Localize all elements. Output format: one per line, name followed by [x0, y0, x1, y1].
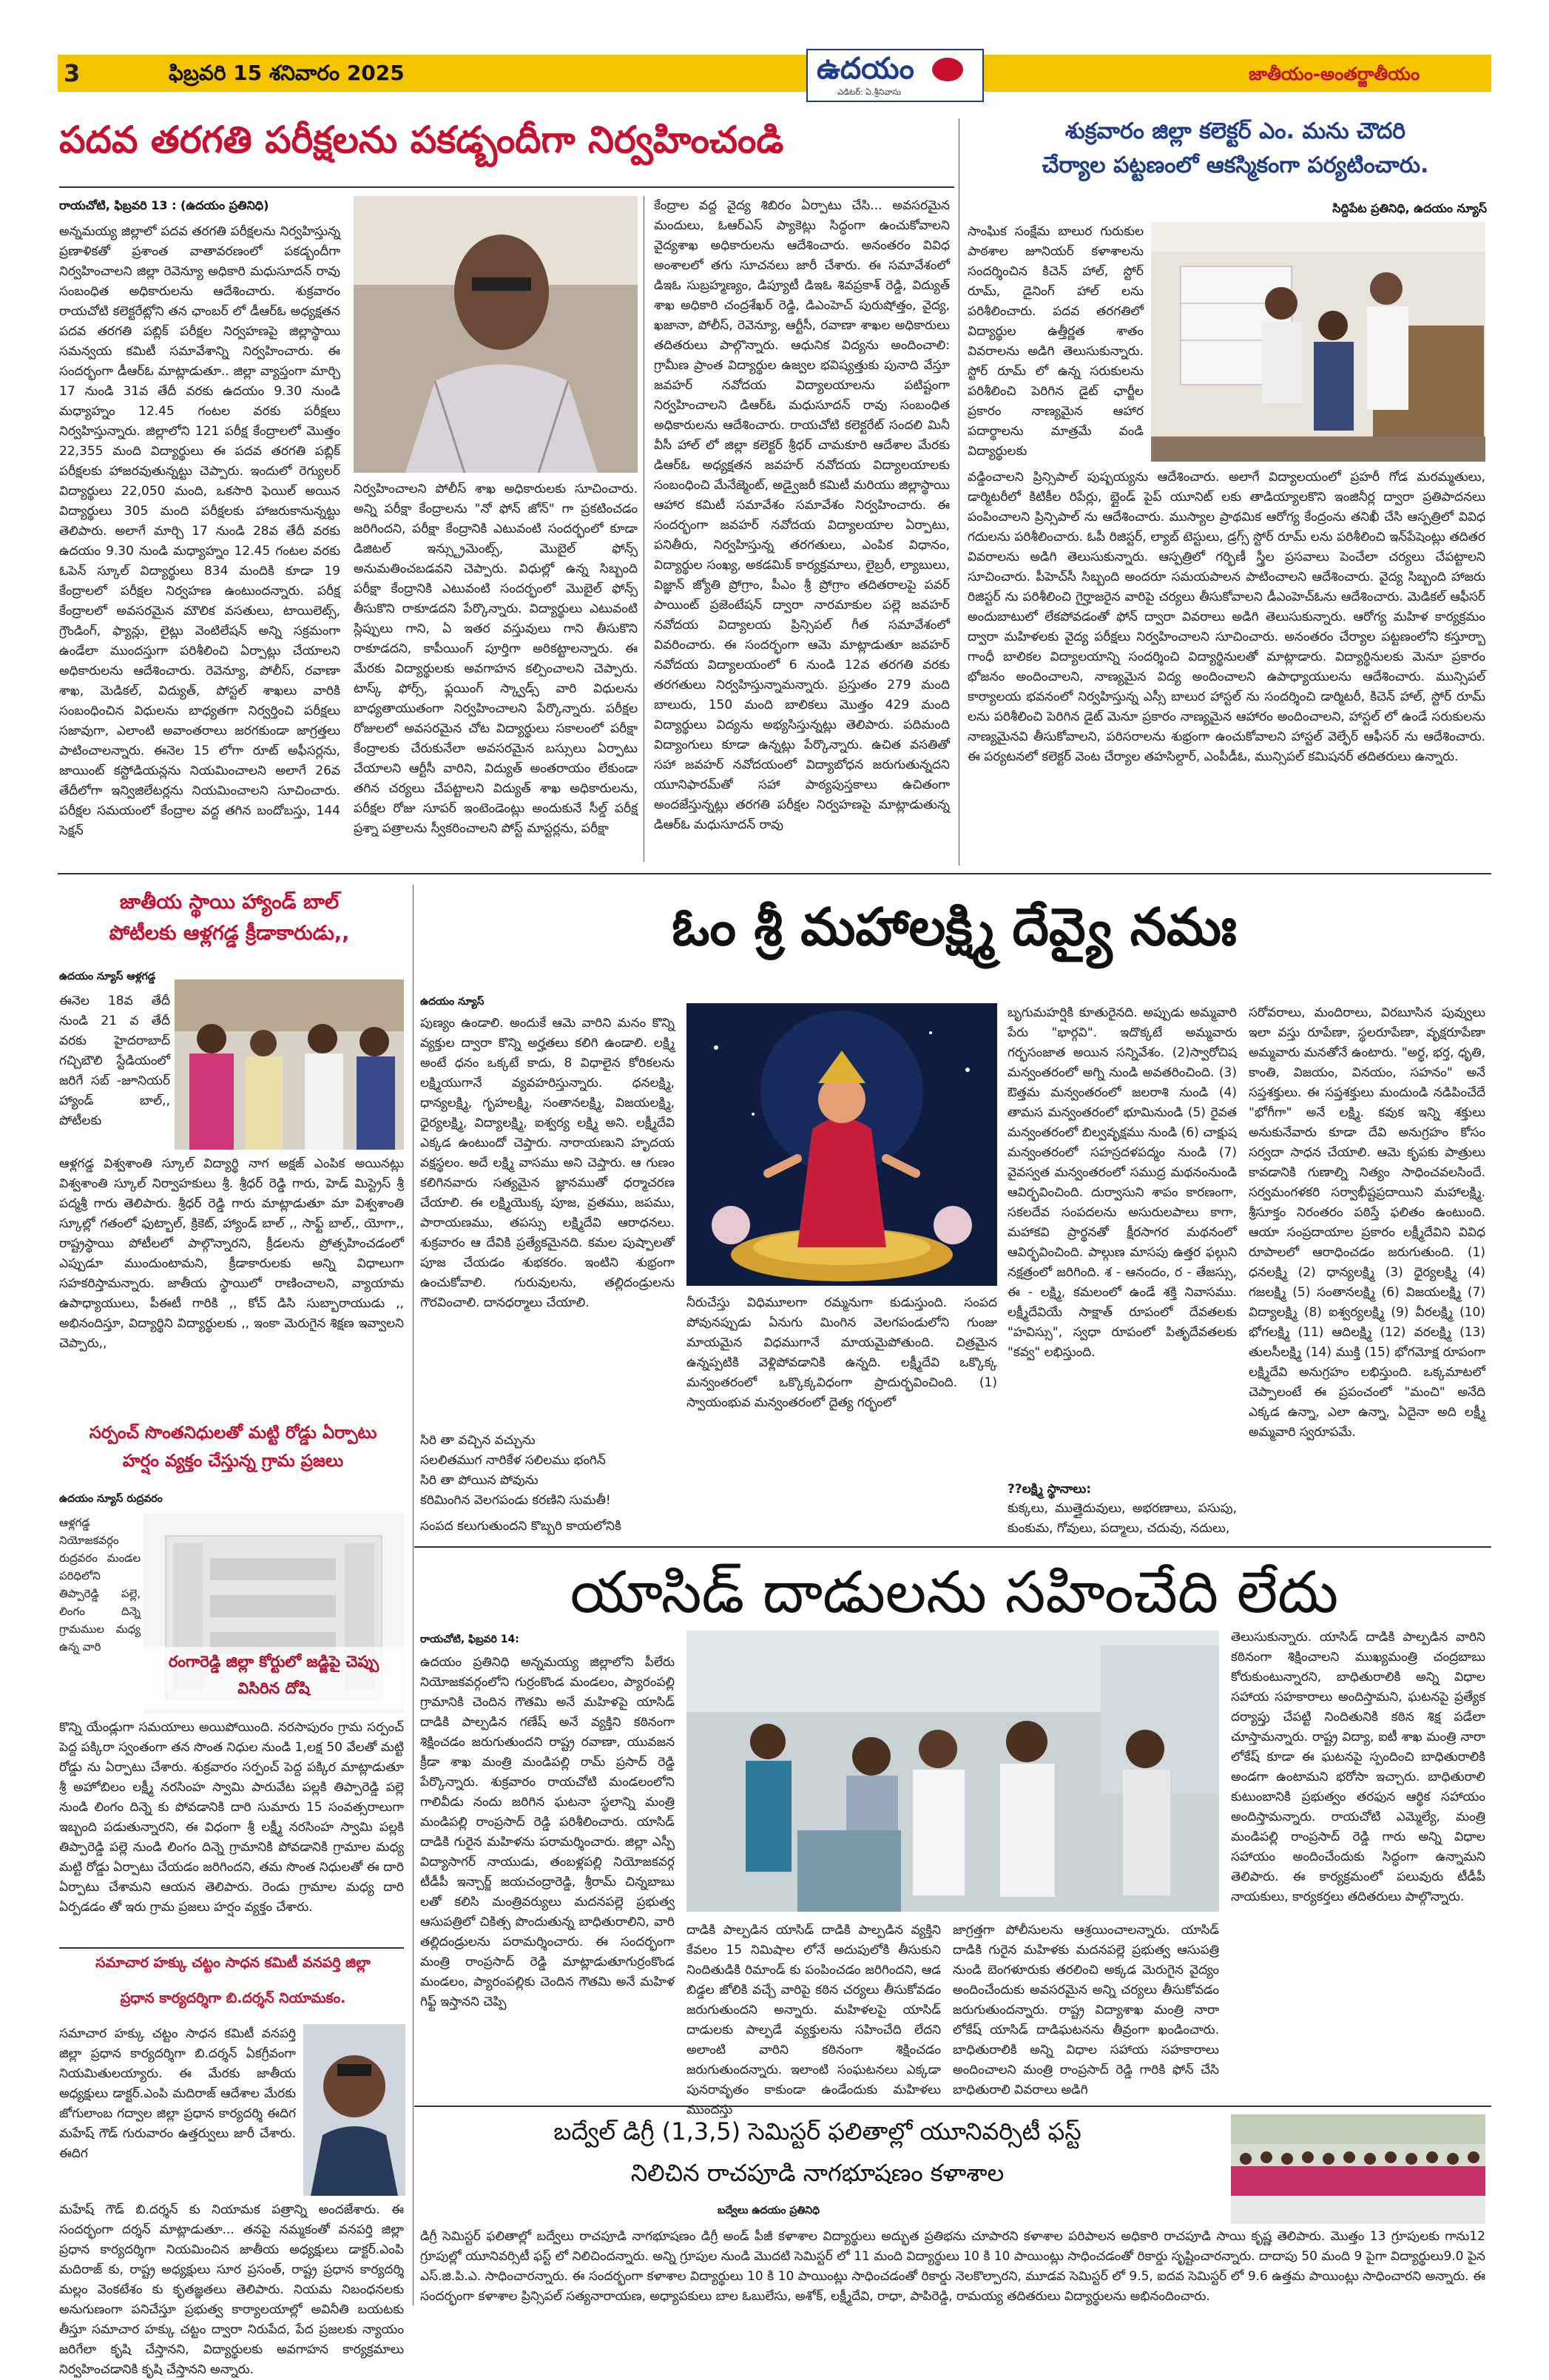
minister-visit-photo-icon [686, 1631, 1219, 1912]
article5-body: మహేష్ గౌడ్ బి.దర్శన్ కు నియామక పత్రాన్ని అందజేశారు. ఈ సందర్భంగా దర్శన్ మాట్లాడుతూ... తనపై నమ్మకంతో వనపర్తి జిల్లా ప్రధాన కార్యదర్శిగా నియమించిన జాతీయ అధ్యక్షులు డాక్టర్.ఎంపి మదిరాజ్ కు, రాష్ట్ర అధ్యక్షులు సూర ప్రసంత్, రాష్ట్ర ప్రధాన కార్యదర్శి మల్లం వెంకటేశం కు కృతజ్ఞతలు తెలిపారు. నియమ నిబంధనలకు అనుగుణంగా పనిచేస్తూ ప్రభుత్వ కార్యాలయాల్లో అవినీతి బయటకు తీస్తూ సమాచార హక్కు చట్టం ద్వారా నిరుపేద, పేద ప్రజలకు న్యాయం జరిగేలా కృషి చేస్తానని, విద్యార్థులకు అవగాహన కార్యక్రమాలు నిర్వహించడానికి కృషి చేస్తానని అన్నారు. [59, 2202, 404, 2377]
article7-col3: జాగ్రత్తగా పోలీసులను ఆశ్రయించాలన్నారు. యాసిడ్ దాడికి గురైన మహిళకు మదనపల్లె ప్రభుత్వ ఆసుపత్రి నుండి బెంగళూరుకు తరలించి అక్కడ మెరుగైన వైద్యం అందించేందుకు అవసరమైన అన్ని చర్యలు తీసుకోవడం జరుగుతుందన్నారు. రాష్ట్ర విద్యాశాఖ మంత్రి నారా లోకేష్ యాసిడ్ దాడిఘటనను తీవ్రంగా ఖండించారు. బాధితురాలికి అన్ని విధాల సహాయ సహకారాలు అందించాలని మంత్రి రాంప్రసాద్ రెడ్డి గారికి ఫోన్ చేసి బాధితురాలి వివరాలు అడిగి [953, 1923, 1219, 2097]
officer-photo-icon [354, 196, 638, 473]
portrait-photo-icon [303, 2024, 405, 2196]
article3-body: ఆళ్లగడ్డ విశ్వశాంతి స్కూల్ విద్యార్థి నాగ అక్షజ్ ఎంపిక అయినట్లు విశ్వశాంతి స్కూల్ నిర్వాహకులు శ్రీ. శ్రీధర్ రెడ్డి గారు, హెడ్ మిస్ట్రెస్ శ్రీ పద్మశ్రీ గారు తెలిపారు. శ్రీధర్ రెడ్డి గారు మాట్లాడుతూ మా విశ్వశాంతి స్కూల్లో గతంలో ఫుట్బాల్, క్రికెట్, హ్యాండ్ బాల్ ,, సాఫ్ట్ బాల్,, యోగా,, రాష్ట్రస్థాయి పోటీలలో పాల్గొన్నారని, క్రీడలను ప్రోత్సహించడంలో ఎప్పుడూ ముందుంటామని, క్రీడాకారులకు అన్ని విధాలుగా సహకరిస్తామన్నారు. జాతీయ స్థాయిలో రాణించాలని, వ్యాయామ ఉపాధ్యాయులు, పీఈటీ గారికి ,, కోచ్ డిసి సుబ్బారాయుడు ,, అభినందిస్తూ, విద్యార్థిని విద్యార్థులకు ,, ఇంకా మెరుగైన శిక్షణ ఇవ్వాలని చెప్పారు,, [59, 1156, 404, 1351]
article2-headline-line1: శుక్రవారం జిల్లా కలెక్టర్ ఎం. మను చౌదరి [1064, 118, 1406, 144]
article1-headline: పదవ తరగతి పరీక్షలను పకడ్బందీగా నిర్వహించండి [59, 118, 784, 161]
article7-col2: దాడికి పాల్పడిన యాసిడ్ దాడికి పాల్పడిన వ్యక్తిని కేవలం 15 నిమిషాల లోనే అదుపులోకి తీసుకుని నిందితుడికి రిమాండ్ కు పంపించడం జరిగిందని, ఆడ బిడ్డల జోలికి వచ్చే వారిపై కఠిన చర్యలు తీసుకోవడం జరుగుతుందని అన్నారు. మహిళలపై యాసిడ్ దాడులకు పాల్పడే వ్యక్తులను సహించేది లేదని అలాంటి వారిని కఠినంగా శిక్షించడం జరుగుతుందన్నారు. ఇలాంటి సంఘటనలు ఎక్కడా పునరావృతం కాకుండా ఉండేందుకు మహిళలు ముందస్తు [686, 1923, 941, 2117]
article6-col3-subheading: ??లక్ష్మి స్థానాలు: [1008, 1482, 1092, 1497]
article2-headline-line2: చేర్యాల పట్టణంలో ఆకస్మికంగా పర్యటించారు. [1042, 152, 1429, 178]
article4-body: కొన్ని యేండ్లుగా సమయాలు అయిపోయింది. నరసాపురం గ్రామ సర్పంచ్ పెద్ద పక్కిరా స్వంతంగా తన సొంత నిధుల నుండి 1,లక్ష 50 వేలతో మట్టి రోడ్డు ను ఏర్పాటు చేశారు. శుక్రవారం సర్పంచ్ పెద్ద పక్కిర మాట్లాడుతూ శ్రీ అహోబిలం లక్ష్మీ నరసింహ స్వామి పారువేట పల్లకి తిప్పారెడ్డి పల్లె నుండి లింగం దిన్నె కు పోవడానికి దారి సుమారు 15 సంవత్సరాలుగా ఇబ్బంది పడుతున్నారని, ఈ విధంగా శ్రీ లక్ష్మీ నరసింహ స్వామి పల్లకి తిప్పారెడ్డి పల్లె నుండి లింగం దిన్నె గ్రామానికి పోవడానికి గ్రామాల మధ్య మట్టి రోడ్డు ఏర్పాటు చేయడం జరిగిందని, తమ సొంత నిధులతో ఈ దారి ఏర్పాటు చేశామని ఆయన తెలిపారు. రెండు గ్రామాల మధ్య దారి ఏర్పడడం తో ఇరు గ్రామ ప్రజలు హర్షం వ్యక్తం చేశారు. [59, 1720, 404, 1915]
article4-photo [144, 1514, 404, 1713]
article1-col2: నిర్వహించాలని పోలీస్ శాఖ అధికారులకు సూచించారు. అన్ని పరీక్షా కేంద్రాలను "నో ఫోన్ జోన్" గా ప్రకటించడం జరిగిందని, పరీక్షా కేంద్రానికి ఎటువంటి సందర్భంలో కూడా డిజిటల్ ఇన్స్ట్రుమెంట్స్, మొబైల్ ఫోన్స్ అనుమతించబడవని చెప్పారు. విధుల్లో ఉన్న సిబ్బంది పరీక్షా కేంద్రానికి ఎటువంటి సందర్భంలో మొబైల్ ఫోన్స్ తీసుకొని రాకూడదని పేర్కొన్నారు. విద్యార్థులు ఎటువంటి స్లిప్పులు గాని, ఏ ఇతర వస్తువులు గాని తీసుకొని రాకూడదని, కాపీయింగ్ పూర్తిగా అరికట్టాలన్నారు. ఈ మేరకు విద్యార్థులకు అవగాహన కల్పించాలని చెప్పారు. టాస్క్ ఫోర్స్, ఫ్లయింగ్ స్క్వాడ్స్ వారి విధులను బాధ్యతాయుతంగా నిర్వహించాలని పేర్కొన్నారు. పరీక్షల రోజులలో అవసరమైన చోట విద్యార్థులు సకాలంలో పరీక్షా కేంద్రాలకు చేరుకునేలా అవసరమైన బస్సులు ఏర్పాటు చేయాలని ఆర్టీసీ వారిని, విద్యుత్ అంతరాయం లేకుండా తగిన చర్యలు చేపట్టాలని విద్యుత్ శాఖ అధికారులను, పరీక్షల రోజు సూపర్ ఇంటెండెంట్లు అందుకునే సీల్డ్ పరీక్ష ప్రశ్నా పత్రాలను స్వీకరించాలని పోస్ట్ మాస్టర్లను, పరీక్షా [354, 482, 638, 836]
article6-photo [686, 1003, 997, 1286]
article2-photo [1151, 222, 1485, 462]
article2-body: వడ్డించాలని ప్రిన్సిపాల్ పుష్పయ్యను ఆదేశించారు. అలాగే విద్యాలయంలో ప్రహరీ గోడ మరమ్మతులు, డార్మిటరీలో కిటికీల రిపేర్లు, బ్లైండ్ పైప్ యూనిట్ లకు తాడియ్యాలకొని ఇంజినీర్ల ద్వారా ప్రతిపాదనలు పంపించాలని ప్రిన్సిపాల్ ను ఆదేశించారు. ముస్యాల ప్రాథమిక ఆరోగ్య కేంద్రంను తనిఖీ చేసి ఆస్పత్రిలో వివిధ గదులను పరిశీలించారు. ఓపీ రిజిస్టర్, ల్యాబ్ టెస్టులు, డ్రగ్స్ స్టోర్ రూమ్ లను పరిశీలించి ఇన్‌పేషెంట్లు తదితర వివరాలను అడిగి తెలుసుకున్నారు. ఆస్పత్రిలో గర్భిణీ స్త్రీల ప్రసవాలు పెంచేలా చర్యలు చేపట్టాలని సూచించారు. పీహెచ్‌సీ సిబ్బంది అందరూ సమయపాలన పాటించాలని ఆదేశించారు. వైద్య సిబ్బంది హాజరు రిజిస్టర్ ను పరిశీలించి గైర్హాజరైన వారిపై చర్యలు తీసుకోవాలని డీఎంహెచ్‌ఓను ఆదేశించారు. మెడికల్ ఆఫీసర్ అందుబాటులో లేకపోవడంతో ఫోన్ ద్వారా వివరాలు అడిగి తెలుసుకున్నారు. ఆరోగ్య మహిళ కార్యక్రమం ద్వారా మహిళలకు వైద్య పరీక్షలు నిర్వహించాలని సూచించారు. అనంతరం చేర్యాల పట్టణంలోని కస్తూర్బా గాంధీ బాలికల విద్యాలయాన్ని సందర్శించి విద్యార్థినులతో మాట్లాడారు. విద్యార్థినులకు మెనూ ప్రకారం భోజనం అందించాలని, నాణ్యమైన విద్య అందించాలని ఉపాధ్యాయులను ఆదేశించారు. మున్సిపల్ కార్యాలయ భవనంలో నిర్వహిస్తున్న ఎస్సీ బాలుర హాస్టల్ ను సందర్శించి డార్మిటరీ, కిచెన్ హాల్, స్టోర్ రూమ్ లను పరిశీలించి పెరిగిన డైట్ మెనూ ప్రకారం నాణ్యమైన ఆహారం అందించాలని, హాస్టల్ లో ఉండే సరుకులను నాణ్యమైనవి తీసుకోవాలని, పరిసరాలను శుభ్రంగా ఉంచుకోవాలని హాస్టల్ వెల్ఫేర్ ఆఫీసర్ ను ఆదేశించారు. ఈ పర్యటనలో కలెక్టర్ వెంట చేర్యాల తహసిల్దార్, ఎంపీడీఓ, మున్సిపల్ కమిషనర్ తదితరులు ఉన్నారు. [968, 470, 1485, 764]
photo-caption-line1: రంగారెడ్డి జిల్లా కోర్టులో జడ్జిపై చెప్పు [168, 1653, 379, 1671]
article7-headline: యాసిడ్ దాడులను సహించేది లేదు [570, 1560, 1339, 1626]
page-number: 3 [64, 59, 81, 87]
photo-caption-line2: విసిరిన దోషి [237, 1679, 310, 1697]
article6-col3-end: కుక్కలు, ముత్తైదువులు, అభరణాలు, పసుపు, కుంకుమ, గోవులు, పద్మాలు, చదువు, నదులు, [1008, 1501, 1237, 1536]
article3-byline: ఉదయం న్యూస్ ఆళ్లగడ్డ [59, 971, 156, 982]
article7-col4: తెలుసుకున్నారు. యాసిడ్ దాడికి పాల్పడిన వారిని కఠినంగా శిక్షించాలని ముఖ్యమంత్రి చంద్రబాబు కోరుకుంటున్నారని, బాధితురాలికి అన్ని విధాల సహాయ సహకారాలు అందిస్తామని, ఘటనపై ప్రత్యేక దర్యాప్తు చేపట్టి నిందితునికి కఠిన శిక్ష పడేలా చూస్తామన్నారు. రాష్ట్ర విద్యా, ఐటీ శాఖ మంత్రి నారా లోకేష్ కూడా ఈ ఘటనపై స్పందించి బాధితురాలికి అండగా ఉంటామని భరోసా ఇచ్చారు. బాధితురాలి కుటుంబానికి ప్రభుత్వం తరఫున ఆర్థిక సహాయం అందిస్తామన్నారు. రాయచోటి ఎమ్మెల్యే, మంత్రి మండిపల్లి రాంప్రసాద్ రెడ్డి గారు అన్ని విధాల సహాయం అందించేందుకు సిద్ధంగా ఉన్నామని తెలిపారు. ఈ కార్యక్రమంలో పలువురు టీడీపీ నాయకులు, కార్యకర్తలు తదితరులు పాల్గొన్నారు. [1231, 1630, 1485, 1904]
article4-headline-line1: సర్పంచ్ సొంతనిధులతో మట్టి రోడ్డు ఏర్పాటు [89, 1423, 377, 1443]
article5-headline-line2: ప్రధాన కార్యదర్శిగా బి.దర్శన్ నియామకం. [120, 1990, 346, 2006]
article4-headline-line2: హర్షం వ్యక్తం చేస్తున్న గ్రామ ప్రజలు [122, 1452, 344, 1471]
article8-photo [1231, 2114, 1485, 2224]
masthead [58, 55, 1491, 92]
article2-byline: సిద్దిపేట ప్రతినిధి, ఉదయం న్యూస్ [1332, 201, 1487, 215]
article8-headline-line2: నిలిచిన రాచపూడి నాగభూషణం కళాశాల [630, 2159, 1005, 2187]
article4-col-left: ఆళ్లగడ్డ నియోజకవర్గం రుద్రవరం మండల పరిధిలోని తిప్పారెడ్డి పల్లె, లింగం దిన్నె గ్రామముల మధ్య ఉన్న వారి [59, 1516, 141, 1653]
article7-photo [686, 1631, 1219, 1912]
article3-col-left: ఈనెల 18వ తేదీ నుండి 21 వ తేదీ వరకు హైదరాబాద్ గచ్చిబౌలి స్టేడియంలో జరిగే సబ్ -జూనియర్ హ్యాండ్ బాల్,, పోటీలకు [59, 994, 170, 1128]
article6-byline: ఉదయం న్యూస్ [420, 996, 485, 1008]
article6-col3: బృగుమహర్షికి కూతురైనది. అప్పుడు అమ్మవారి పేరు "భార్గవి". ఇదొక్కటే అమ్మవారు గర్భసంజాత అయిన సన్నివేశం. (2)స్వారోచిష మన్వంతరంలో అగ్ని నుండి అవతరించింది. (3) ఔత్తమ మన్వంతరంలో జలరాశి నుండి (4) తామస మన్వంతరంలో భూమినుండి (5) రైవత మన్వంతరంలో బిల్వవృక్షము నుండి (6) చాక్షుష మన్వంతరంలో సహస్రదళపద్మం నుండి (7) వైవస్వత మన్వంతరంలో సముద్ర మథనంనుండి ఆవిర్భవించింది. దుర్వాసుని శాపం కారణంగా, సకలదేవ సంపదలను అసురులపాలు కాగా, మహాకవి ప్రార్థనతో క్షీరసాగర మథనంలో ఆవిర్భవించింది. పాల్గుణ మాసపు ఉత్తర ఫల్గుని నక్షత్రంలో జరిగింది. శ - ఆనందం, ర - తేజస్సు, ఈ - లక్ష్మి, కమలంలో ఉండే శక్తి నివాసము. లక్ష్మీదేవియే సాక్షాత్ రూపంలో దేవతలకు "హవిస్సు", స్వధా రూపంలో పితృదేవతలకు "కవ్వ" లభిస్తుంది. [1008, 1005, 1237, 1360]
college-students-group-photo-icon [1231, 2114, 1485, 2224]
article3-headline-line1: జాతీయ స్థాయి హ్యాండ్ బాల్ [119, 891, 340, 914]
article3-photo [175, 980, 404, 1150]
logo-tagline: ఎడిటర్: ఏ.శ్రీనివాసు [837, 87, 901, 97]
article4-byline: ఉదయం న్యూస్ రుద్రవరం [59, 1493, 163, 1505]
article1-byline: రాయచోటి, ఫిబ్రవరి 13 : (ఉదయం ప్రతినిధి) [59, 198, 269, 212]
article6-col4: సరోవరాలు, మందిరాలు, విరబూసిన పువ్వులు ఇలా వస్తు రూపేణా, స్థలరూపేణా, వృక్షరూపేణా అమ్మవారు మనతోనే ఉంటారు. "అర్థ, భర్త, ధృతి, కాంతి, విజయం, వినయం, సహనం" అనే సప్తశక్తులు. ఈ సప్తశక్తులు మందుండి నడిపించేదే "భోగీగా" అనే లక్ష్మి. కవుక ఇన్ని శక్తులు అనుకునేవారు కూడా దేవి అనుగ్రహం కోసం సర్వదా సాధన చేయాలి. ఆమె కృపకు పాత్రులు కావడానికి గుణాల్ని నిత్యం సాధించవలసిందే. సర్వమంగళకరి సర్వాభీష్టప్రదాయిని మహాలక్ష్మి. శ్రీసూక్తం నిరంతరం పఠిస్తే ఫలితం ఉంటుంది. ఆయా సంప్రదాయాల ప్రకారం లక్ష్మీదేవిని వివిధ రూపాలలో ఆరాధించడం జరుగుతుంది. (1) ధనలక్ష్మి (2) ధాన్యలక్ష్మి (3) ధైర్యలక్ష్మి (4) గజలక్ష్మి (5) సంతానలక్ష్మి (6) విజయలక్ష్మి (7) విద్యాలక్ష్మి (8) ఐశ్వర్యలక్ష్మి (9) వీరలక్ష్మి (10) భోగలక్ష్మి (11) ఆదిలక్ష్మి (12) వరలక్ష్మి (13) తులసీలక్ష్మి (14) ముక్తి (15) భోగమోక్ష రూపంగా లక్ష్మిదేవి అనుగ్రహం లభిస్తుంది. ఒక్కమాటలో చెప్పాలంటే ఈ ప్రపంచంలో "మంచి" అనేది ఎక్కడ ఉన్నా, ఎలా ఉన్నా, ఏదైనా అది లక్ష్మీ అమ్మవారి స్వరూపమే. [1249, 1005, 1485, 1440]
article8-headline-line1: బద్వేల్ డిగ్రీ (1,3,5) సెమిస్టర్ ఫలితాల్లో యూనివర్సిటీ ఫస్ట్ [553, 2117, 1081, 2145]
article2-col-left: సాంఘిక సంక్షేమ బాలుర గురుకుల పాఠశాల జూనియర్ కళాశాలను సందర్శించిన కిచెన్ హాల్, స్టోర్ రూమ్, డైనింగ్ హాల్ లను పరిశీలించారు. పదవ తరగతిలో విద్యార్థుల ఉత్తీర్ణత శాతం వివరాలను అడిగి తెలుసుకున్నారు. స్టోర్ రూమ్ లో ఉన్న సరుకులను పరిశీలించి పెరిగిన డైట్ ఛార్జీల ప్రకారం నాణ్యమైన ఆహార పదార్థాలను మాత్రమే వండి విద్యార్థులకు [968, 224, 1144, 459]
divider [414, 2106, 1491, 2107]
logo-text: ఉదయం [817, 52, 914, 86]
students-award-photo-icon [175, 980, 404, 1150]
section-label: జాతీయం-అంతర్జాతీయం [1249, 64, 1420, 84]
article6-col2: నీరుచేస్తు విధిమూలగా రమ్మనుగా కుడుస్తుంది. సంపద పోవునప్పుడు ఏనుగు మింగిన వెలగపండులోని గుంజు మాయమైన విధముగానే మాయమైపోతుంది. చిత్రమైన ఉన్నప్పటికి వెళ్లిపోవడానికి ఉన్నది. లక్ష్మీదేవి ఒక్కొక్క మన్వంతరంలో ఒక్కొక్కవిధంగా ప్రాదుర్భవించింది. (1) స్వాయంభువ మన్వంతరంలో దైత్య గర్భంలో [686, 1295, 997, 1410]
article5-photo [303, 2024, 405, 2196]
article7-col1: ఉదయం ప్రతినిధి అన్నమయ్య జిల్లాలోని పీలేరు నియోజకవర్గంలోని గుర్రంకొండ మండలం, ప్యారంపల్లి గ్రామానికి చెందిన గౌతమి అనే మహిళపై యాసిడ్ దాడికి పాల్పడిన గణేష్ అనే వ్యక్తిని కఠినంగా శిక్షించడం జరుగుతుందని రాష్ట్ర రవాణా, యువజన క్రీడా శాఖ మంత్రి మండిపల్లి రామ్ ప్రసాద్ రెడ్డి పేర్కొన్నారు. శుక్రవారం రాయచోటి మండలంలోని గాలివీడు నందు జరిగిన ఘటనా స్థలాన్ని మంత్రి మండిపల్లి రాంప్రసాద్ రెడ్డి పరిశీలించారు. యాసిడ్ దాడికి గురైన మహిళను పరామర్శించారు. జిల్లా ఎస్పీ విద్యాసాగర్ నాయుడు, తంబళ్లపల్లి నియోజకవర్గ టీడీపీ ఇన్చార్జ్ జయచంద్రారెడ్డి, శ్రీరామ్ చిన్నబాబు లతో కలిసి మంత్రివర్యులు మదనపల్లె ప్రభుత్వ ఆసుపత్రిలో చికిత్స పొందుతున్న బాధితురాలిని, వారి తల్లిదండ్రులను పరామర్శించారు. ఈ సందర్భంగా మంత్రి రాంప్రసాద్ రెడ్డి మాట్లాడుతూగుర్రంకొండ మండలం, ప్యారంపల్లికు చెందిన గౌతమి అనే మహిళ గిఫ్ట్ ఇస్తానని చెప్పి [420, 1655, 675, 2009]
article1-col1-lead: అన్నమయ్య జిల్లాలో పదవ తరగతి పరీక్షలను నిర్వహిస్తున్న ప్రణాళికతో ప్రశాంత వాతావరణంలో పకడ్బందీగా నిర్వహించాలని జిల్లా రెవెన్యూ అధికారి మధుసూదన్ రావు సంబంధిత అధికారులను ఆదేశించారు. శుక్రవారం రాయచోటి కలెక్టరేట్లోని తన ఛాంబర్ లో డీఆర్‌ఓ అధ్యక్షతన పదవ తరగతి పబ్లిక్ పరీక్షల నిర్వహణపై జిల్లాస్థాయి సమన్వయ కమిటీ సమావేశాన్ని నిర్వహించారు. ఈ సందర్భంగా డీఆర్‌ఓ మాట్లాడుతూ.. జిల్లా వ్యాప్తంగా మార్చి 17 నుండి 31వ తేదీ వరకు ఉదయం 9.30 నుండి మధ్యాహ్నం 12.45 గంటల వరకు పరీక్షలు నిర్వహిస్తున్నారు. జిల్లాలోని 121 పరీక్ష కేంద్రాలలో మొత్తం 22,355 మంది విద్యార్థులు ఈ పదవ తరగతి పబ్లిక్ పరీక్షలకు హాజరవుతున్నట్టు చెప్పారు. ఇందులో రెగ్యులర్ విద్యార్థులు 22,050 మంది, ఒకసారి ఫెయిల్ అయిన విద్యార్థులు 305 మంది పరీక్షలకు హాజరుకానున్నట్టు తెలిపారు. అలాగే మార్చి 17 నుండి 28వ తేదీ వరకు ఉదయం 9.30 నుండి మధ్యాహ్నం 12.45 గంటల వరకు ఓపెన్ స్కూల్ విద్యార్థులు 834 మందికి కూడా 19 కేంద్రాలలో పరీక్షల నిర్వహణ ఉంటుందన్నారు. పరీక్ష కేంద్రాలలో అవసరమైన మౌలిక వసతులు, టాయిలెట్స్, గ్రౌండింగ్, ఫ్యాన్లు, లైట్లు వెంటిలేషన్ అన్ని సక్రమంగా ఉండేలా ముందస్తుగా పరిశీలించి ఏర్పాట్లు చేయాలని అధికారులను ఆదేశించారు. రెవెన్యూ, పోలీస్, రవాణా శాఖ, మెడికల్, విద్యుత్, పోస్టల్ శాఖలు వారికి సంబంధించిన విధులను బాధ్యతగా నిర్వర్తించి పరీక్షలు సజావుగా, ఎలాంటి అవాంతరాలు జరగకుండా జాగ్రత్తలు పాటించాలన్నారు. ఈనెల 15 లోగా రూట్ అఫీసర్లను, జాయింట్ కస్టోడియన్లను నియమించాలని అలాగే 26వ తేదీలోగా ఇన్విజిలేటర్లను నియమించాలని సూచించారు. పరీక్షల సమయంలో కేంద్రాల వద్ద తగిన బందోబస్తు, 144 సెక్షన్ [59, 224, 340, 838]
article8-body: డిగ్రీ సెమిస్టర్ ఫలితాల్లో బద్వేలు రాచపూడి నాగభూషణం డిగ్రీ అండ్ పీజీ కళాశాల విద్యార్థులు అద్భుత ప్రతిభను చూపారని కళాశాల పరిపాలన అధికారి రాచపూడి సాయి కృష్ణ తెలిపారు. మొత్తం 13 గ్రూపులకు గాను12 గ్రూపుల్లో యూనివర్సిటీ ఫస్ట్ లో నిలిచిందన్నారు. అన్ని గ్రూపుల నుండి మొదటి సెమిస్టర్ లో 11 మంది విద్యార్థులు 10 కి 10 పాయింట్లు సాధించడంతో రికార్డు సృష్టించారన్నారు. దాదాపు 50 మంది 9 పైగా విద్యార్థులు9.0 పైన ఎస్.జి.పి.ఎ. సాధించారన్నారు. ఈ సందర్భంగా కళాశాల విద్యార్థులు 10 కి 10 పాయింట్లు సాధించడంతో రికార్డు నెలకొల్పారని, మూడవ సెమిస్టర్ లో 9.5, ఐదవ సెమిస్టర్ లో 9.6 ఉత్తమ పాయింట్లు సాధించారని అన్నారు. ఈ సందర్భంగా కళాశాల ప్రిన్సిపల్ సత్యనారాయణ, అధ్యాపకులు బాల ఓబులేసు, అశోక్, లక్ష్మీదేవి, రాధా, పాపిరెడ్డి, రామయ్య తదితరులు విద్యార్థులను అభినందించారు. [420, 2229, 1485, 2304]
article1-photo [354, 196, 638, 473]
divider [59, 1947, 404, 1949]
photo-caption [144, 1647, 404, 1709]
article7-byline: రాయచోటి, ఫిబ్రవరి 14: [420, 1634, 519, 1645]
article6-verse: సిరి తా వచ్చిన వచ్చును సలలితముగ నారికేళ సలిలము భంగిన్ సిరి తా పోయిన పోవును కరిమింగిన వెలగపండు కరణిని సుమతీ! [420, 1433, 611, 1508]
masthead-logo [806, 49, 984, 102]
page-date: ఫిబ్రవరి 15 శనివారం 2025 [169, 61, 405, 85]
article6-col1-end: సంపద కలుగుతుందని కొబ్బరి కాయలోనికి [420, 1519, 621, 1534]
goddess-lakshmi-photo-icon [686, 1003, 997, 1286]
collector-visit-photo-icon [1151, 222, 1485, 462]
article5-col-left: సమాచార హక్కు చట్టం సాధన కమిటీ వనపర్తి జిల్లా ప్రధాన కార్యదర్శిగా బి.దర్శన్ ఏకగ్రీవంగా నియమితులయ్యారు. ఈ మేరకు జాతీయ అధ్యక్షులు డాక్టర్.ఎంపి మదిరాజ్ ఆదేశాల మేరకు జోగులాంబ గద్వాల జిల్లా ప్రధాన కార్యదర్శి ఈదిగ మహేష్ గౌడ్ గురువారం ఉత్తర్వులు జారీ చేశారు. ఈదిగ [59, 2026, 296, 2161]
divider [414, 1546, 1491, 1548]
article3-headline-line2: పోటీలకు ఆళ్లగడ్డ క్రీడాకారుడు,, [109, 922, 350, 945]
article5-headline-line1: సమాచార హక్కు చట్టం సాధన కమిటీ వనపర్తి జిల్లా [95, 1955, 371, 1971]
logo-circle-icon [932, 58, 963, 81]
divider [59, 186, 954, 188]
article8-byline: బద్వేలు ఉదయం ప్రతినిధి [718, 2205, 820, 2216]
column-rule [413, 885, 414, 2305]
article6-headline: ఓం శ్రీ మహాలక్ష్మి దేవ్యై నమః [672, 897, 1237, 957]
article6-col1: పుణ్యం ఉండాలి. అందుకే ఆమె వారిని మనం కొన్ని వ్యక్తుల ద్వారా కొన్ని అర్హతలు కలిగి ఉండాలి. లక్ష్మి అంటే ధనం ఒక్కటే కాదు, 8 విధాలైన కోరికలను లక్ష్మియుగానే వ్యవహరిస్తున్నారు. ధనలక్ష్మి, ధాన్యలక్ష్మి, గృహలక్ష్మి, సంతానలక్ష్మి, విజయలక్ష్మి, ధైర్యలక్ష్మి, విద్యాలక్ష్మి, ఐశ్వర్య లక్ష్మి అని. లక్ష్మీదేవి ఎక్కడ ఉంటుందో చెప్తారు. నారాయణుని హృదయ వక్షస్థలం. అదే లక్ష్మి వాసము అని చెప్తారు. ఆ గుణం కలిగినవారు సత్యమైన జ్ఞానముతో ధర్మాచరణ చేయాలి. ఈ లక్ష్మియొక్క పూజ, వ్రతము, జపము, పారాయణము, తపస్సు లక్ష్మిదేవి ఆరాధనలు. శుక్రవారం ఆ దేవికి ప్రత్యేకమైనది. కమల పుష్పాలతో పూజ చేయడం శుభకరం. ఇంటిని శుభ్రంగా ఉంచుకోవాలి. గురువులను, తల్లిదండ్రులను గౌరవించాలి. దానధర్మాలు చేయాలి. [420, 1016, 675, 1310]
divider [58, 873, 1491, 874]
article1-col3: కేంద్రాల వద్ద వైద్య శిబిరం ఏర్పాటు చేసి... అవసరమైన మందులు, ఓఆర్ఎస్ ప్యాకెట్లు సిద్ధంగా ఉంచుకోవాలని వైద్యశాఖ అధికారులను ఆదేశించారు. అనంతరం వివిధ అంశాలలో తగు సూచనలు జారీ చేశారు. ఈ సమావేశంలో డిఇఓ సుబ్రహ్మణ్యం, డిప్యూటీ డిఇఓ శివప్రకాశ్ రెడ్డి, విద్యుత్ శాఖ అధికారి చంద్రశేఖర్ రెడ్డి, డిఎంహెచ్ పురుషోత్తం, వైద్య, ఖజానా, పోలీస్, రెవెన్యూ, ఆర్టీసీ, రవాణా శాఖల అధికారులు తదితరులు పాల్గొన్నారు. ఆధునిక విద్యను అందించాలి: గ్రామీణ ప్రాంత విద్యార్థుల ఉజ్వల భవిష్యత్తుకు పునాది వేస్తూ జవహర్ నవోదయ విద్యాలయాలను పటిష్టంగా నిర్వహించాలని డిఆర్ఓ మధుసూదన్ రావు సంబంధిత అధికారులను ఆదేశించారు. రాయచోటి కలెక్టరేట్ సందలి మినీ వీసీ హాల్ లో జిల్లా కలెక్టర్ శ్రీధర్ చామకూరి ఆదేశాల మేరకు డిఆర్ఓ అధ్యక్షతన జవహర్ నవోదయ విద్యాలయాలకు సంబంధించి మేనేజ్మెంట్, అడ్వైజరీ కమిటీ మరియు జిల్లాస్థాయి ఆహార కమిటీ సమావేశం సమావేశం నిర్వహించారు. ఈ సందర్భంగా జవహర్ నవోదయ విద్యాలయాల ఏర్పాటు, పనితీరు, నిర్వహిస్తున్న తరగతులు, ఎంపిక విధానం, విద్యార్థుల సంఖ్య, అకడమిక్ కార్యక్రమాలు, లైబ్రరీ, ల్యాబులు, విజ్ఞాన్ జ్యోతి ప్రోగ్రాం, పీఎం శ్రీ ప్రోగ్రాం తదితరాలపై పవర్ పాయింట్ ప్రజెంటేషన్ ద్వారా నారమాకుల పల్లె జవహర్ నవోదయ విద్యాలయ ప్రిన్సిపల్ గీత సమావేశంలో వివరించారు. ఈ సందర్భంగా ఆమె మాట్లాడుతూ జవహర్ నవోదయ విద్యాలయంలో 6 నుండి 12వ తరగతి వరకు తరగతులు నిర్వహిస్తున్నామన్నారు. ప్రస్తుతం 279 మంది బాలురు, 150 మంది బాలికలు మొత్తం 429 మంది విద్యార్థులు విద్యను అభ్యసిస్తున్నట్లు తెలిపారు. పదిమంది విద్యాంగులు కూడా ఉన్నట్లు పేర్కొన్నారు. ఉచిత వసతితో సహా జవహర్ నవోదయంలో విద్యాబోధన జరుగుతున్నదని యూనిఫారమ్‌తో సహా పాఠ్యపుస్తకాలు ఉచితంగా అందజేస్తున్నట్లు తరగతి పరీక్షల నిర్వహణపై మాట్లాడుతున్న డిఆర్ఓ మధుసూదన్ రావు [654, 198, 950, 832]
